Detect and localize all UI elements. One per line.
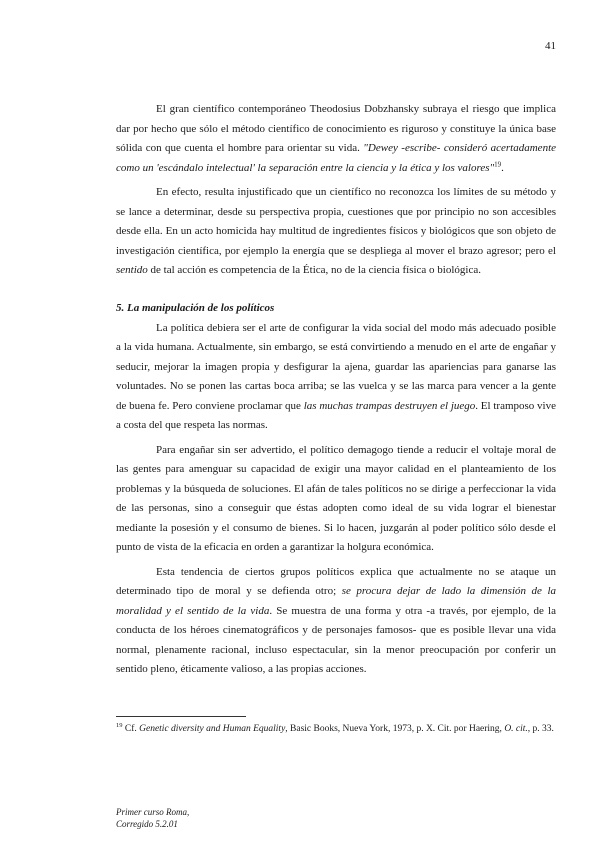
page-number: 41 bbox=[545, 40, 556, 52]
footnote-ref[interactable]: 19 bbox=[494, 159, 502, 168]
dewey-quote: "Dewey -escribe- consideró acertadamente como un 'escándalo intelectual' la separación entre la ciencia y la ética y los valores" bbox=[116, 142, 557, 174]
footnote-op-cit: O. cit. bbox=[504, 724, 528, 734]
footnote-prefix: Cf. bbox=[122, 724, 140, 734]
paragraph-text: Esta tendencia de ciertos grupos políticos explica que actualmente no se ataque un determinado tipo de moral y se defienda otro; bbox=[116, 565, 556, 597]
footer-line-corrected: Corregido 5.2.01 bbox=[116, 819, 178, 829]
footnote-middle: , Basic Books, Nueva York, 1973, p. X. Cit. por Haering, bbox=[285, 724, 505, 734]
paragraph-text: . Se muestra de una forma y otra -a través, por ejemplo, de la conducta de los héroes cinematográficos y de personajes famosos- que es posible llevar una vida normal, plenamente racional, incluso espectacular, sin la menor preocupación por conferir un sentido pleno, éticamente valioso, a las propias acciones. bbox=[116, 604, 556, 675]
emphasis-trampas: las muchas trampas destruyen el juego bbox=[303, 399, 476, 412]
footnote-19 bbox=[116, 722, 556, 737]
paragraph-text: El gran científico contemporáneo Theodosius Dobzhansky subraya el riesgo que implica dar por hecho que sólo el método científico de conocimiento es riguroso y constituye la única base sólida con que cuenta el hombre para orientar su vida. bbox=[116, 103, 556, 154]
footnote-suffix: , p. 33. bbox=[527, 724, 554, 734]
paragraph-text: . El tramposo vive a costa del que respeta las normas. bbox=[116, 399, 556, 431]
paragraph-dobzhansky bbox=[116, 100, 556, 178]
page-footer bbox=[116, 806, 189, 830]
emphasis-moralidad: se procura dejar de lado la dimensión de la moralidad y el sentido de la vida bbox=[116, 585, 556, 617]
footnote-divider bbox=[116, 716, 246, 717]
paragraph-text: de tal acción es competencia de la Ética, no de la ciencia física o biológica. bbox=[147, 264, 481, 276]
footnote-number: 19 bbox=[116, 721, 123, 729]
paragraph-tendencia bbox=[116, 563, 556, 680]
paragraph-text: En efecto, resulta injustificado que un científico no reconozca los límites de su método y se lance a determinar, desde su perspectiva propia, cuestiones que por principio no son accesibles desde ella. En un acto homicida hay multitud de ingredientes físicos y biológicos que son objeto de investigación científica, por ejemplo la energía que se despliega al mover el brazo agresor; pero el bbox=[116, 186, 556, 257]
paragraph-text: La política debiera ser el arte de configurar la vida social del modo más adecuado posible a la vida humana. Actualmente, sin embargo, se está convirtiendo a menudo en el arte de engañar y seducir, mejorar la imagen propia y desfigurar la ajena, guardar las apariencias para ganarse las voluntades. No se ponen las cartas boca arriba; se las vuelca y se las marca para vencer a la gente de buena fe. Pero conviene proclamar que bbox=[116, 321, 556, 412]
paragraph-politica bbox=[116, 319, 556, 436]
main-content bbox=[116, 100, 556, 685]
footer-line-course: Primer curso Roma, bbox=[116, 807, 190, 817]
paragraph-demagogo: Para engañar sin ser advertido, el político demagogo tiende a reducir el voltaje moral de las gentes para amenguar su capacidad de exigir una mayor calidad en el planteamiento de los problemas y la búsqueda de soluciones. El afán de tales políticos no se dirige a perfeccionar la vida de las personas, sino a conseguir que éstas adopten como ideal de su vida lograr el bienestar mediante la posesión y el consumo de bienes. Si lo hacen, juzgarán al poder político sólo desde el punto de vista de la eficacia en orden a garantizar la holgura económica. bbox=[116, 443, 556, 553]
paragraph-end: . bbox=[501, 161, 504, 174]
section-heading: 5. La manipulación de los políticos bbox=[116, 301, 275, 314]
footnote-book-title: Genetic diversity and Human Equality bbox=[139, 724, 286, 734]
emphasis-sentido: sentido bbox=[116, 264, 148, 276]
paragraph-efecto bbox=[116, 183, 556, 281]
